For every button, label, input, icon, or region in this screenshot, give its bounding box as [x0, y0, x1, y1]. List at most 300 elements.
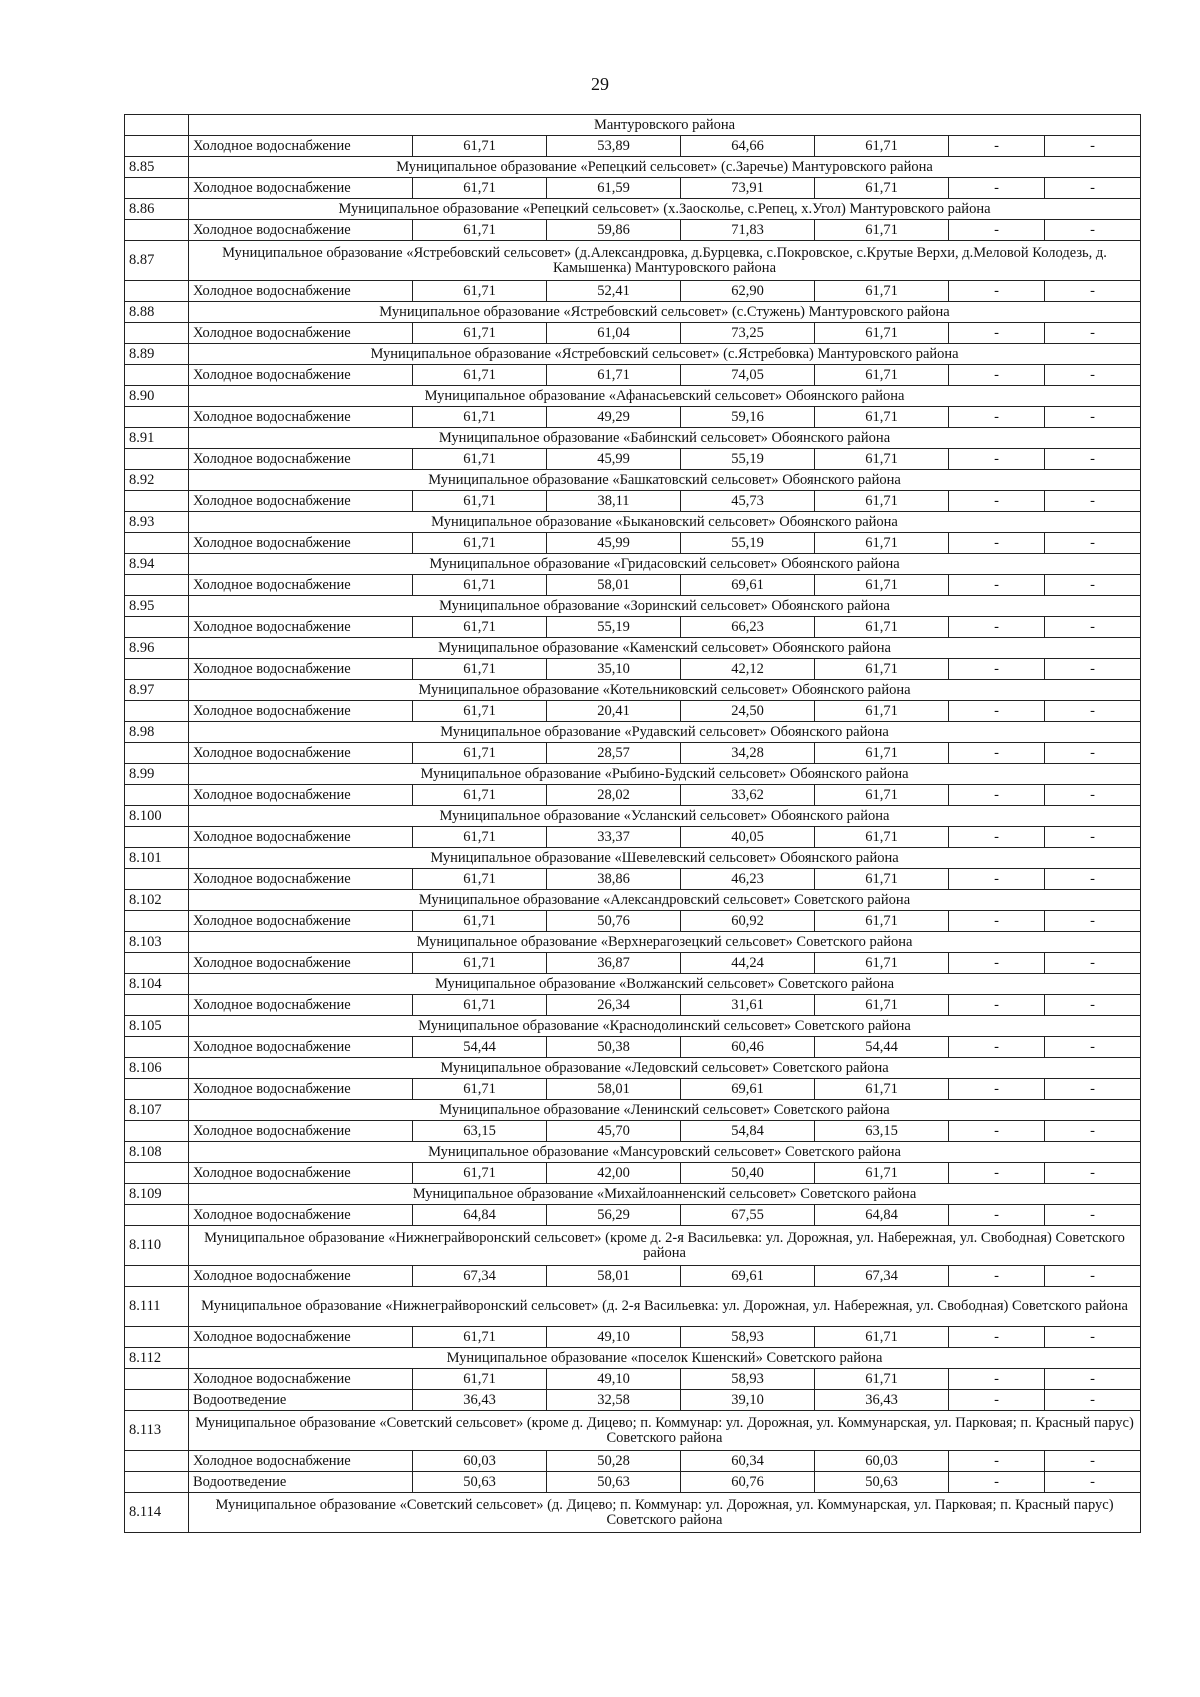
tariff-value: 64,84	[413, 1205, 547, 1226]
tariff-value: 38,86	[547, 869, 681, 890]
service-name: Холодное водоснабжение	[189, 449, 413, 470]
tariff-dash: -	[949, 827, 1045, 848]
service-name: Холодное водоснабжение	[189, 785, 413, 806]
tariff-value: 61,71	[815, 533, 949, 554]
municipality-name: Муниципальное образование «Советский сельсовет» (д. Дицево; п. Коммунар: ул. Дорожная, ул. Коммунарская, ул. Парковая; п. Красный парус) Советского района	[189, 1493, 1141, 1533]
tariff-value: 49,10	[547, 1327, 681, 1348]
tariff-value: 42,12	[681, 659, 815, 680]
item-number: 8.92	[125, 470, 189, 491]
tariff-value: 61,71	[815, 449, 949, 470]
item-number: 8.113	[125, 1411, 189, 1451]
tariff-value: 61,04	[547, 323, 681, 344]
service-name: Холодное водоснабжение	[189, 1451, 413, 1472]
tariff-dash: -	[949, 1205, 1045, 1226]
item-number-empty	[125, 1205, 189, 1226]
tariff-dash: -	[1045, 743, 1141, 764]
tariff-dash: -	[949, 869, 1045, 890]
table-row	[125, 1369, 1141, 1390]
tariff-value: 58,01	[547, 1079, 681, 1100]
item-number: 8.97	[125, 680, 189, 701]
tariff-dash: -	[1045, 1037, 1141, 1058]
service-name: Холодное водоснабжение	[189, 575, 413, 596]
tariff-dash: -	[1045, 1327, 1141, 1348]
section-header-row	[125, 1411, 1141, 1451]
item-number: 8.102	[125, 890, 189, 911]
tariff-dash: -	[1045, 1369, 1141, 1390]
tariff-value: 63,15	[413, 1121, 547, 1142]
item-number-empty	[125, 995, 189, 1016]
table-row	[125, 785, 1141, 806]
tariff-value: 50,76	[547, 911, 681, 932]
tariff-value: 61,71	[413, 178, 547, 199]
table-row	[125, 323, 1141, 344]
item-number-empty	[125, 617, 189, 638]
section-header-row	[125, 1016, 1141, 1037]
tariff-dash: -	[1045, 1451, 1141, 1472]
table-row	[125, 1079, 1141, 1100]
tariff-dash: -	[1045, 449, 1141, 470]
municipality-name: Муниципальное образование «Быкановский сельсовет» Обоянского района	[189, 512, 1141, 533]
tariff-value: 67,34	[413, 1266, 547, 1287]
section-header-row	[125, 1226, 1141, 1266]
tariff-value: 61,71	[815, 869, 949, 890]
service-name: Холодное водоснабжение	[189, 827, 413, 848]
item-number-empty	[125, 491, 189, 512]
tariff-value: 61,71	[413, 1369, 547, 1390]
item-number-empty	[125, 575, 189, 596]
tariff-dash: -	[949, 1390, 1045, 1411]
service-name: Холодное водоснабжение	[189, 407, 413, 428]
item-number-empty	[125, 365, 189, 386]
municipality-name: Муниципальное образование «Башкатовский сельсовет» Обоянского района	[189, 470, 1141, 491]
item-number: 8.87	[125, 241, 189, 281]
table-row	[125, 136, 1141, 157]
tariff-dash: -	[949, 1327, 1045, 1348]
table-row	[125, 743, 1141, 764]
tariff-value: 61,71	[815, 1079, 949, 1100]
tariff-value: 61,71	[413, 869, 547, 890]
tariff-value: 69,61	[681, 1266, 815, 1287]
tariff-dash: -	[949, 1472, 1045, 1493]
item-number-empty	[125, 743, 189, 764]
table-row	[125, 220, 1141, 241]
tariff-value: 36,43	[413, 1390, 547, 1411]
tariff-dash: -	[949, 220, 1045, 241]
table-row	[125, 365, 1141, 386]
municipality-name: Муниципальное образование «Ястребовский сельсовет» (с.Стужень) Мантуровского района	[189, 302, 1141, 323]
tariff-value: 67,55	[681, 1205, 815, 1226]
table-row	[125, 1266, 1141, 1287]
tariff-value: 64,66	[681, 136, 815, 157]
section-header-row	[125, 1100, 1141, 1121]
item-number-empty	[125, 220, 189, 241]
service-name: Холодное водоснабжение	[189, 136, 413, 157]
tariff-dash: -	[949, 1079, 1045, 1100]
table-row	[125, 533, 1141, 554]
service-name: Холодное водоснабжение	[189, 178, 413, 199]
tariff-dash: -	[949, 575, 1045, 596]
tariff-value: 61,71	[413, 743, 547, 764]
tariff-value: 28,02	[547, 785, 681, 806]
municipality-name: Муниципальное образование «Ледовский сельсовет» Советского района	[189, 1058, 1141, 1079]
section-header-row	[125, 806, 1141, 827]
service-name: Холодное водоснабжение	[189, 1121, 413, 1142]
item-number: 8.105	[125, 1016, 189, 1037]
tariff-value: 61,71	[413, 323, 547, 344]
tariff-value: 69,61	[681, 575, 815, 596]
tariff-value: 61,71	[413, 701, 547, 722]
tariff-value: 60,34	[681, 1451, 815, 1472]
item-number-empty	[125, 1037, 189, 1058]
municipality-name: Муниципальное образование «Ястребовский сельсовет» (д.Александровка, д.Бурцевка, с.Покровское, с.Крутые Верхи, д.Меловой Колодезь, д. Камышенка) Мантуровского района	[189, 241, 1141, 281]
tariff-value: 53,89	[547, 136, 681, 157]
tariff-value: 60,76	[681, 1472, 815, 1493]
tariff-dash: -	[1045, 953, 1141, 974]
tariff-value: 58,93	[681, 1327, 815, 1348]
item-number: 8.111	[125, 1287, 189, 1327]
service-name: Холодное водоснабжение	[189, 911, 413, 932]
tariff-value: 61,71	[413, 827, 547, 848]
section-header-row	[125, 554, 1141, 575]
tariff-value: 61,71	[815, 1327, 949, 1348]
section-header-row	[125, 1142, 1141, 1163]
municipality-name: Муниципальное образование «Котельниковский сельсовет» Обоянского района	[189, 680, 1141, 701]
tariff-value: 52,41	[547, 281, 681, 302]
table-row	[125, 995, 1141, 1016]
tariff-value: 60,46	[681, 1037, 815, 1058]
tariff-dash: -	[1045, 575, 1141, 596]
tariff-value: 61,71	[413, 911, 547, 932]
tariff-value: 45,99	[547, 533, 681, 554]
municipality-name: Муниципальное образование «Ястребовский сельсовет» (с.Ястребовка) Мантуровского района	[189, 344, 1141, 365]
tariff-value: 58,01	[547, 1266, 681, 1287]
section-header-row	[125, 848, 1141, 869]
tariff-value: 61,71	[413, 407, 547, 428]
tariff-value: 61,71	[815, 659, 949, 680]
service-name: Холодное водоснабжение	[189, 659, 413, 680]
tariff-dash: -	[1045, 323, 1141, 344]
service-name: Холодное водоснабжение	[189, 617, 413, 638]
tariff-dash: -	[949, 365, 1045, 386]
tariff-dash: -	[949, 281, 1045, 302]
tariff-value: 40,05	[681, 827, 815, 848]
tariff-value: 34,28	[681, 743, 815, 764]
tariff-value: 61,71	[413, 220, 547, 241]
tariff-value: 61,71	[815, 827, 949, 848]
section-header-row	[125, 890, 1141, 911]
tariff-value: 20,41	[547, 701, 681, 722]
section-header-row	[125, 157, 1141, 178]
tariff-value: 61,71	[413, 365, 547, 386]
table-row	[125, 953, 1141, 974]
service-name: Холодное водоснабжение	[189, 220, 413, 241]
service-name: Холодное водоснабжение	[189, 743, 413, 764]
municipality-name: Муниципальное образование «Усланский сельсовет» Обоянского района	[189, 806, 1141, 827]
tariff-dash: -	[949, 785, 1045, 806]
item-number: 8.108	[125, 1142, 189, 1163]
tariff-dash: -	[949, 136, 1045, 157]
section-header-row	[125, 596, 1141, 617]
item-number-empty	[125, 1369, 189, 1390]
municipality-name: Муниципальное образование «Краснодолинский сельсовет» Советского района	[189, 1016, 1141, 1037]
tariff-dash: -	[1045, 827, 1141, 848]
table-row	[125, 617, 1141, 638]
municipality-name: Муниципальное образование «Репецкий сельсовет» (х.Заосколье, с.Репец, х.Угол) Мантуровского района	[189, 199, 1141, 220]
section-header-row	[125, 680, 1141, 701]
tariff-dash: -	[949, 491, 1045, 512]
table-row	[125, 575, 1141, 596]
tariff-value: 73,25	[681, 323, 815, 344]
section-header-row	[125, 1287, 1141, 1327]
tariff-value: 28,57	[547, 743, 681, 764]
section-header-row	[125, 428, 1141, 449]
tariff-value: 73,91	[681, 178, 815, 199]
tariff-dash: -	[1045, 281, 1141, 302]
tariff-dash: -	[1045, 1390, 1141, 1411]
tariff-value: 50,38	[547, 1037, 681, 1058]
tariff-value: 59,86	[547, 220, 681, 241]
municipality-name: Муниципальное образование «Советский сельсовет» (кроме д. Дицево; п. Коммунар: ул. Дорожная, ул. Коммунарская, ул. Парковая; п. Красный парус) Советского района	[189, 1411, 1141, 1451]
municipality-name: Муниципальное образование «Репецкий сельсовет» (с.Заречье) Мантуровского района	[189, 157, 1141, 178]
section-header-row	[125, 386, 1141, 407]
tariff-dash: -	[949, 701, 1045, 722]
tariff-dash: -	[949, 323, 1045, 344]
tariff-value: 45,70	[547, 1121, 681, 1142]
tariff-value: 66,23	[681, 617, 815, 638]
item-number: 8.98	[125, 722, 189, 743]
tariff-dash: -	[949, 449, 1045, 470]
tariff-table-body	[125, 115, 1141, 1533]
section-header-row	[125, 241, 1141, 281]
item-number: 8.90	[125, 386, 189, 407]
tariff-value: 61,71	[413, 953, 547, 974]
table-row	[125, 491, 1141, 512]
tariff-dash: -	[1045, 659, 1141, 680]
tariff-dash: -	[1045, 701, 1141, 722]
item-number-empty	[125, 136, 189, 157]
tariff-value: 74,05	[681, 365, 815, 386]
municipality-name: Муниципальное образование «Мансуровский сельсовет» Советского района	[189, 1142, 1141, 1163]
tariff-dash: -	[1045, 365, 1141, 386]
item-number: 8.100	[125, 806, 189, 827]
tariff-dash: -	[1045, 995, 1141, 1016]
tariff-value: 61,71	[815, 365, 949, 386]
page-number: 29	[591, 74, 609, 94]
tariff-value: 26,34	[547, 995, 681, 1016]
tariff-value: 50,63	[547, 1472, 681, 1493]
item-number-empty	[125, 407, 189, 428]
municipality-name: Муниципальное образование «Шевелевский сельсовет» Обоянского района	[189, 848, 1141, 869]
municipality-name: Мантуровского района	[189, 115, 1141, 136]
tariff-value: 61,71	[815, 491, 949, 512]
table-row	[125, 827, 1141, 848]
tariff-value: 55,19	[681, 533, 815, 554]
tariff-dash: -	[949, 617, 1045, 638]
tariff-value: 59,16	[681, 407, 815, 428]
item-number-empty	[125, 785, 189, 806]
item-number: 8.103	[125, 932, 189, 953]
tariff-value: 50,63	[413, 1472, 547, 1493]
tariff-value: 61,71	[547, 365, 681, 386]
table-row	[125, 1163, 1141, 1184]
tariff-value: 49,10	[547, 1369, 681, 1390]
item-number: 8.95	[125, 596, 189, 617]
section-header-row	[125, 1348, 1141, 1369]
table-row	[125, 1037, 1141, 1058]
tariff-value: 61,71	[815, 1163, 949, 1184]
tariff-value: 39,10	[681, 1390, 815, 1411]
tariff-dash: -	[949, 407, 1045, 428]
item-number: 8.107	[125, 1100, 189, 1121]
table-row	[125, 701, 1141, 722]
table-row	[125, 407, 1141, 428]
municipality-name: Муниципальное образование «Рыбино-Будский сельсовет» Обоянского района	[189, 764, 1141, 785]
tariff-value: 32,58	[547, 1390, 681, 1411]
tariff-dash: -	[1045, 869, 1141, 890]
tariff-dash: -	[1045, 136, 1141, 157]
tariff-value: 35,10	[547, 659, 681, 680]
item-number: 8.85	[125, 157, 189, 178]
table-row	[125, 449, 1141, 470]
item-number: 8.89	[125, 344, 189, 365]
section-header-row	[125, 1493, 1141, 1533]
item-number-empty	[125, 178, 189, 199]
tariff-value: 61,71	[815, 617, 949, 638]
tariff-value: 54,44	[815, 1037, 949, 1058]
tariff-value: 61,71	[413, 785, 547, 806]
tariff-dash: -	[949, 1037, 1045, 1058]
tariff-dash: -	[949, 1121, 1045, 1142]
municipality-name: Муниципальное образование «поселок Кшенский» Советского района	[189, 1348, 1141, 1369]
tariff-value: 61,71	[413, 659, 547, 680]
table-row	[125, 1451, 1141, 1472]
section-header-row	[125, 302, 1141, 323]
item-number-empty	[125, 1079, 189, 1100]
service-name: Холодное водоснабжение	[189, 869, 413, 890]
item-number: 8.109	[125, 1184, 189, 1205]
tariff-dash: -	[1045, 617, 1141, 638]
tariff-value: 54,84	[681, 1121, 815, 1142]
service-name: Холодное водоснабжение	[189, 1369, 413, 1390]
municipality-name: Муниципальное образование «Зоринский сельсовет» Обоянского района	[189, 596, 1141, 617]
tariff-dash: -	[1045, 1121, 1141, 1142]
tariff-value: 61,71	[815, 995, 949, 1016]
municipality-name: Муниципальное образование «Бабинский сельсовет» Обоянского района	[189, 428, 1141, 449]
municipality-name: Муниципальное образование «Афанасьевский сельсовет» Обоянского района	[189, 386, 1141, 407]
tariff-value: 61,71	[815, 178, 949, 199]
service-name: Холодное водоснабжение	[189, 953, 413, 974]
table-row	[125, 281, 1141, 302]
tariff-value: 61,71	[413, 575, 547, 596]
tariff-value: 61,59	[547, 178, 681, 199]
tariff-value: 61,71	[815, 701, 949, 722]
table-row	[125, 1472, 1141, 1493]
tariff-value: 61,71	[815, 281, 949, 302]
tariff-value: 58,93	[681, 1369, 815, 1390]
table-row	[125, 869, 1141, 890]
tariff-dash: -	[1045, 911, 1141, 932]
section-header-row	[125, 115, 1141, 136]
item-number: 8.110	[125, 1226, 189, 1266]
table-row	[125, 1205, 1141, 1226]
tariff-dash: -	[949, 659, 1045, 680]
tariff-value: 61,71	[413, 533, 547, 554]
tariff-value: 61,71	[413, 449, 547, 470]
tariff-dash: -	[1045, 1205, 1141, 1226]
service-name: Холодное водоснабжение	[189, 1327, 413, 1348]
item-number-empty	[125, 1266, 189, 1287]
tariff-value: 61,71	[413, 281, 547, 302]
tariff-value: 61,71	[815, 1369, 949, 1390]
item-number	[125, 115, 189, 136]
tariff-value: 50,63	[815, 1472, 949, 1493]
tariff-value: 33,37	[547, 827, 681, 848]
tariff-value: 24,50	[681, 701, 815, 722]
table-row	[125, 178, 1141, 199]
tariff-value: 56,29	[547, 1205, 681, 1226]
tariff-value: 61,71	[815, 785, 949, 806]
item-number-empty	[125, 701, 189, 722]
tariff-dash: -	[949, 1451, 1045, 1472]
municipality-name: Муниципальное образование «Михайлоанненский сельсовет» Советского района	[189, 1184, 1141, 1205]
item-number: 8.94	[125, 554, 189, 575]
tariff-value: 61,71	[413, 1163, 547, 1184]
tariff-value: 61,71	[815, 323, 949, 344]
tariff-value: 45,99	[547, 449, 681, 470]
service-name: Холодное водоснабжение	[189, 323, 413, 344]
section-header-row	[125, 512, 1141, 533]
tariff-dash: -	[1045, 407, 1141, 428]
tariff-value: 61,71	[413, 491, 547, 512]
table-row	[125, 1390, 1141, 1411]
tariff-value: 60,03	[413, 1451, 547, 1472]
service-name: Водоотведение	[189, 1390, 413, 1411]
section-header-row	[125, 764, 1141, 785]
item-number-empty	[125, 1451, 189, 1472]
tariff-value: 38,11	[547, 491, 681, 512]
tariff-value: 64,84	[815, 1205, 949, 1226]
item-number: 8.88	[125, 302, 189, 323]
item-number: 8.101	[125, 848, 189, 869]
tariff-value: 45,73	[681, 491, 815, 512]
tariff-value: 55,19	[681, 449, 815, 470]
municipality-name: Муниципальное образование «Верхнерагозецкий сельсовет» Советского района	[189, 932, 1141, 953]
item-number-empty	[125, 1327, 189, 1348]
tariff-value: 58,01	[547, 575, 681, 596]
service-name: Холодное водоснабжение	[189, 1266, 413, 1287]
service-name: Холодное водоснабжение	[189, 533, 413, 554]
tariff-dash: -	[949, 743, 1045, 764]
municipality-name: Муниципальное образование «Гридасовский сельсовет» Обоянского района	[189, 554, 1141, 575]
tariff-value: 61,71	[413, 1327, 547, 1348]
tariff-value: 62,90	[681, 281, 815, 302]
item-number-empty	[125, 911, 189, 932]
item-number-empty	[125, 323, 189, 344]
tariff-value: 61,71	[413, 995, 547, 1016]
tariff-dash: -	[1045, 1163, 1141, 1184]
item-number-empty	[125, 953, 189, 974]
tariff-dash: -	[949, 1369, 1045, 1390]
tariff-value: 42,00	[547, 1163, 681, 1184]
item-number-empty	[125, 869, 189, 890]
item-number-empty	[125, 533, 189, 554]
tariff-value: 61,71	[815, 220, 949, 241]
item-number: 8.99	[125, 764, 189, 785]
tariff-value: 36,87	[547, 953, 681, 974]
tariff-dash: -	[949, 1163, 1045, 1184]
tariff-value: 61,71	[815, 136, 949, 157]
item-number: 8.91	[125, 428, 189, 449]
